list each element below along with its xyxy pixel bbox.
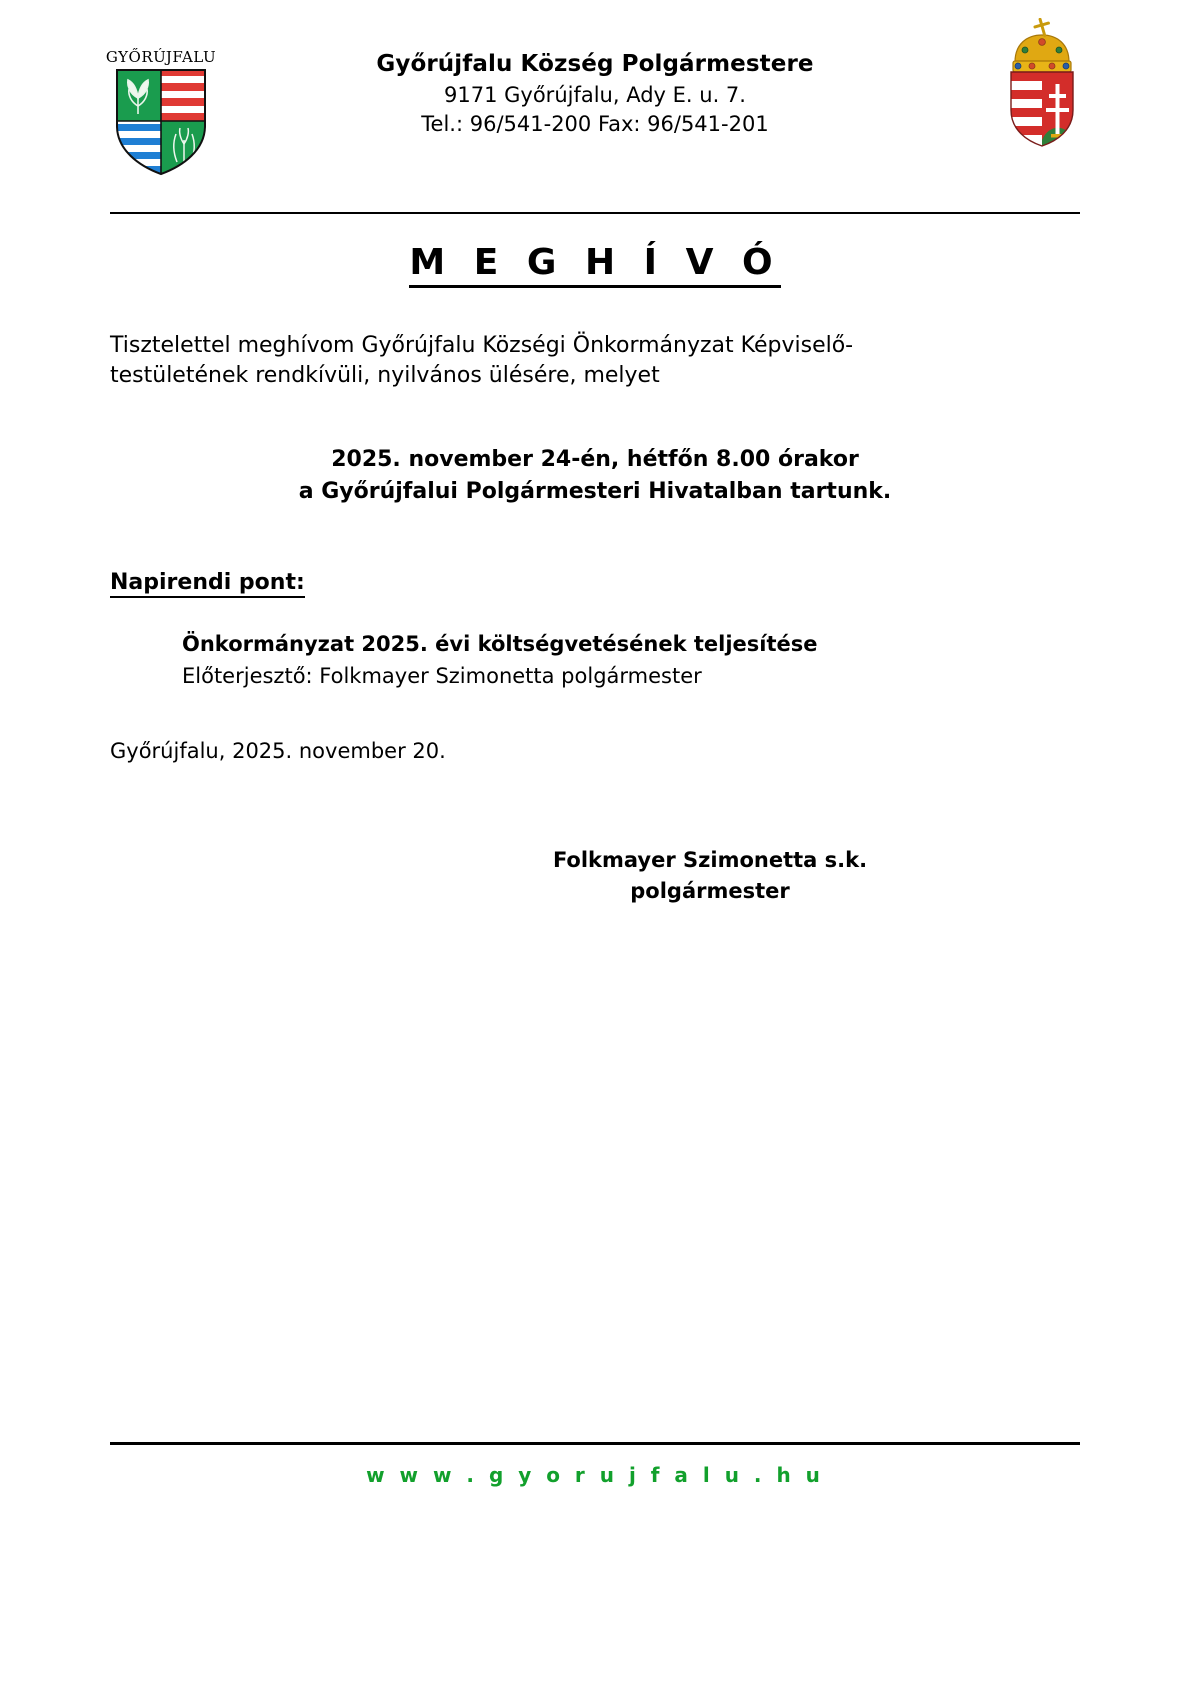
invitation-intro [110,331,1080,392]
letterhead [105,0,1080,198]
hungary-coat-of-arms [982,18,1102,148]
agenda-section [110,508,1080,692]
hungary-shield [1011,72,1073,146]
village-shield-icon [115,68,207,176]
signature-title: polgármester [630,878,790,903]
hungarian-coat-of-arms-icon [999,18,1085,148]
invitation-intro-line2: testületének rendkívüli, nyilvános ülésére, melyet [110,363,660,389]
organization-address: 9171 Győrújfalu, Ady E. u. 7. [444,82,746,107]
signature-name: Folkmayer Szimonetta s.k. [552,848,868,873]
agenda-item-presenter: Előterjesztő: Folkmayer Szimonetta polgármester [182,663,702,688]
gyorujfalu-village-crest [96,50,226,176]
meeting-location: a Győrújfalui Polgármesteri Hivatalban tartunk. [298,478,892,504]
agenda-item-title: Önkormányzat 2025. évi költségvetésének teljesítése [182,631,818,656]
footer-divider [110,1442,1080,1445]
organization-name: Győrújfalu Község Polgármestere [376,51,814,77]
village-crest-caption: GYŐRÚJFALU [105,48,217,66]
meeting-details [110,444,1080,508]
letterhead-text [110,48,1080,140]
meeting-datetime: 2025. november 24-én, hétfőn 8.00 órakor [331,446,859,472]
document-title-text: M E G H Í V Ó [409,242,780,288]
holy-crown [1013,18,1071,72]
website-url[interactable]: w w w . g y o r u j f a l u . h u [366,1463,824,1487]
organization-phone-fax: Tel.: 96/541-200 Fax: 96/541-201 [421,112,769,137]
page-footer [110,1442,1080,1487]
agenda-heading: Napirendi pont: [110,570,305,598]
invitation-intro-line1: Tisztelettel meghívom Győrújfalu Községi Önkormányzat Képviselő- [110,333,854,358]
page-title [110,214,1080,291]
place-and-date: Győrújfalu, 2025. november 20. [110,739,446,764]
signature-block [110,845,1080,906]
